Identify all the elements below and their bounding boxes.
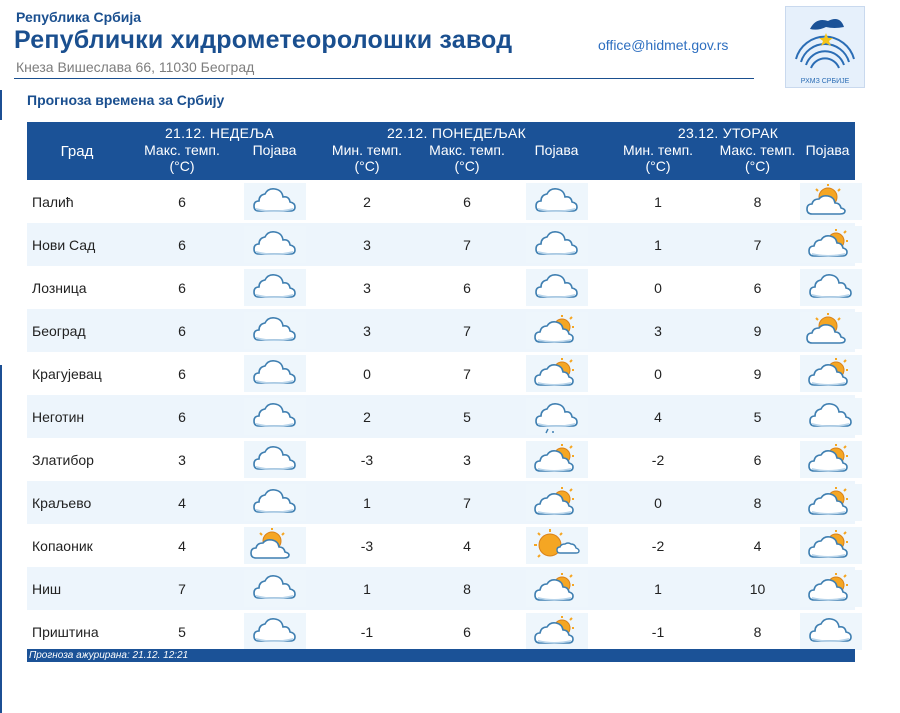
cloud-icon xyxy=(244,269,306,306)
day3-min-cell: 0 xyxy=(601,481,715,524)
sunny-icon xyxy=(526,527,588,564)
cloud-icon xyxy=(800,398,862,435)
day1-max-cell: 6 xyxy=(127,395,237,438)
left-border-line xyxy=(0,365,2,713)
day1-icon-cell xyxy=(237,223,312,266)
day3-min-cell: 0 xyxy=(601,352,715,395)
day1-icon-cell xyxy=(237,481,312,524)
svg-text:РХМЗ СРБИЈЕ: РХМЗ СРБИЈЕ xyxy=(800,78,850,85)
sun-behind-cloud-icon xyxy=(800,312,862,349)
day1-icon-cell xyxy=(237,180,312,223)
day3-max-cell: 8 xyxy=(715,180,800,223)
day2-icon-cell xyxy=(512,481,601,524)
day1-max-cell: 4 xyxy=(127,481,237,524)
city-cell: Златибор xyxy=(27,438,127,481)
day3-max-cell: 8 xyxy=(715,610,800,653)
day2-min-cell: -3 xyxy=(312,524,422,567)
day1-icon-cell xyxy=(237,524,312,567)
day1-max-cell: 5 xyxy=(127,610,237,653)
day3-max-cell: 9 xyxy=(715,309,800,352)
day1-max-cell: 7 xyxy=(127,567,237,610)
day2-max-cell: 7 xyxy=(422,223,512,266)
cloud-icon xyxy=(244,484,306,521)
day3-min-cell: 1 xyxy=(601,180,715,223)
day3-min-cell: 1 xyxy=(601,223,715,266)
city-header-spacer xyxy=(27,122,127,142)
cloud-icon xyxy=(800,269,862,306)
page-subtitle: Прогноза времена за Србију xyxy=(27,92,225,108)
sun-behind-cloud-icon xyxy=(800,183,862,220)
day2-phenomenon-header: Појава xyxy=(512,142,601,180)
day1-max-cell: 6 xyxy=(127,180,237,223)
day2-icon-cell xyxy=(512,223,601,266)
day2-icon-cell xyxy=(512,395,601,438)
city-cell: Копаоник xyxy=(27,524,127,567)
institute-title[interactable]: Републички хидрометеоролошки завод xyxy=(14,26,513,54)
rhmz-logo[interactable] xyxy=(785,6,865,88)
day3-min-cell: 3 xyxy=(601,309,715,352)
forecast-row xyxy=(27,266,855,309)
cloud-icon xyxy=(526,269,588,306)
header-divider xyxy=(14,78,754,79)
partly-cloudy-icon xyxy=(800,355,862,392)
day2-min-cell: 1 xyxy=(312,567,422,610)
address-label: Кнеза Вишеслава 66, 11030 Београд xyxy=(16,59,255,75)
day3-max-cell: 7 xyxy=(715,223,800,266)
cloud-icon xyxy=(244,398,306,435)
day2-max-cell: 6 xyxy=(422,610,512,653)
day1-max-cell: 6 xyxy=(127,309,237,352)
partly-cloudy-icon xyxy=(526,613,588,650)
day1-max-header: Макс. темп. (°C) xyxy=(127,142,237,180)
day3-min-cell: 4 xyxy=(601,395,715,438)
day2-icon-cell xyxy=(512,438,601,481)
cloud-icon xyxy=(526,226,588,263)
day2-min-header: Мин. темп. (°C) xyxy=(312,142,422,180)
day2-icon-cell xyxy=(512,524,601,567)
partly-cloudy-icon xyxy=(526,570,588,607)
day2-max-cell: 3 xyxy=(422,438,512,481)
day1-max-cell: 6 xyxy=(127,266,237,309)
day3-max-cell: 10 xyxy=(715,567,800,610)
day1-header: 21.12. НЕДЕЉА xyxy=(127,122,312,142)
city-cell: Лозница xyxy=(27,266,127,309)
day3-icon-cell xyxy=(800,567,855,610)
day1-phenomenon-header: Појава xyxy=(237,142,312,180)
sun-behind-cloud-icon xyxy=(244,527,306,564)
city-cell: Палић xyxy=(27,180,127,223)
cloud-icon xyxy=(244,355,306,392)
day2-min-cell: -1 xyxy=(312,610,422,653)
forecast-row xyxy=(27,567,855,610)
day2-header: 22.12. ПОНЕДЕЉАК xyxy=(312,122,601,142)
city-column-header: Град xyxy=(27,142,127,180)
day3-icon-cell xyxy=(800,438,855,481)
day2-icon-cell xyxy=(512,266,601,309)
day3-icon-cell xyxy=(800,266,855,309)
day1-max-cell: 6 xyxy=(127,352,237,395)
forecast-row xyxy=(27,438,855,481)
cloud-drizzle-icon xyxy=(526,398,588,435)
city-cell: Крагујевац xyxy=(27,352,127,395)
day3-min-header: Мин. темп. (°C) xyxy=(601,142,715,180)
day2-min-cell: -3 xyxy=(312,438,422,481)
day2-min-cell: 3 xyxy=(312,266,422,309)
forecast-row xyxy=(27,309,855,352)
cloud-icon xyxy=(244,441,306,478)
day3-icon-cell xyxy=(800,352,855,395)
day2-icon-cell xyxy=(512,180,601,223)
day3-icon-cell xyxy=(800,481,855,524)
partly-cloudy-icon xyxy=(800,441,862,478)
forecast-body xyxy=(27,180,855,653)
day2-min-cell: 2 xyxy=(312,395,422,438)
city-cell: Ниш xyxy=(27,567,127,610)
day1-icon-cell xyxy=(237,266,312,309)
cloud-icon xyxy=(244,312,306,349)
partly-cloudy-icon xyxy=(800,527,862,564)
day2-max-cell: 8 xyxy=(422,567,512,610)
day3-max-cell: 9 xyxy=(715,352,800,395)
cloud-icon xyxy=(526,183,588,220)
day2-min-cell: 3 xyxy=(312,223,422,266)
day1-icon-cell xyxy=(237,352,312,395)
day3-max-cell: 8 xyxy=(715,481,800,524)
email-link[interactable]: office@hidmet.gov.rs xyxy=(598,37,729,53)
day3-max-cell: 6 xyxy=(715,266,800,309)
day2-min-cell: 1 xyxy=(312,481,422,524)
day2-min-cell: 2 xyxy=(312,180,422,223)
day2-max-cell: 4 xyxy=(422,524,512,567)
republic-label: Република Србија xyxy=(16,9,142,25)
day3-min-cell: 1 xyxy=(601,567,715,610)
day3-min-cell: -1 xyxy=(601,610,715,653)
day1-icon-cell xyxy=(237,438,312,481)
day2-icon-cell xyxy=(512,352,601,395)
day3-max-header: Макс. темп. (°C) xyxy=(715,142,800,180)
partly-cloudy-icon xyxy=(800,484,862,521)
day1-icon-cell xyxy=(237,395,312,438)
cloud-icon xyxy=(244,226,306,263)
city-cell: Нови Сад xyxy=(27,223,127,266)
day3-icon-cell xyxy=(800,223,855,266)
day3-min-cell: -2 xyxy=(601,524,715,567)
forecast-row xyxy=(27,524,855,567)
day2-max-cell: 6 xyxy=(422,266,512,309)
day2-max-cell: 5 xyxy=(422,395,512,438)
day2-min-cell: 3 xyxy=(312,309,422,352)
day1-max-cell: 4 xyxy=(127,524,237,567)
day1-icon-cell xyxy=(237,309,312,352)
day1-max-cell: 6 xyxy=(127,223,237,266)
day3-header: 23.12. УТОРАК xyxy=(601,122,855,142)
day2-max-cell: 7 xyxy=(422,309,512,352)
city-cell: Београд xyxy=(27,309,127,352)
day2-min-cell: 0 xyxy=(312,352,422,395)
partly-cloudy-icon xyxy=(526,312,588,349)
day3-icon-cell xyxy=(800,180,855,223)
day3-max-cell: 4 xyxy=(715,524,800,567)
cloud-icon xyxy=(244,570,306,607)
day2-max-cell: 7 xyxy=(422,481,512,524)
forecast-row xyxy=(27,395,855,438)
forecast-row xyxy=(27,481,855,524)
update-label: Прогноза ажурирана: 21.12. 12:21 xyxy=(29,650,189,661)
day3-min-cell: 0 xyxy=(601,266,715,309)
day2-max-cell: 7 xyxy=(422,352,512,395)
day3-icon-cell xyxy=(800,610,855,653)
day2-icon-cell xyxy=(512,610,601,653)
day1-icon-cell xyxy=(237,610,312,653)
forecast-row xyxy=(27,223,855,266)
forecast-row xyxy=(27,610,855,653)
partly-cloudy-icon xyxy=(526,441,588,478)
day3-phenomenon-header: Појава xyxy=(800,142,855,180)
partly-cloudy-icon xyxy=(526,355,588,392)
day3-max-cell: 5 xyxy=(715,395,800,438)
site-header xyxy=(0,0,900,90)
forecast-row xyxy=(27,352,855,395)
day1-icon-cell xyxy=(237,567,312,610)
cloud-icon xyxy=(800,613,862,650)
forecast-update-bar xyxy=(27,649,855,662)
forecast-row xyxy=(27,180,855,223)
day1-max-cell: 3 xyxy=(127,438,237,481)
day2-icon-cell xyxy=(512,567,601,610)
forecast-table xyxy=(27,122,855,653)
city-cell: Неготин xyxy=(27,395,127,438)
left-border-line xyxy=(0,90,2,120)
day3-icon-cell xyxy=(800,309,855,352)
city-cell: Краљево xyxy=(27,481,127,524)
day2-max-header: Макс. темп. (°C) xyxy=(422,142,512,180)
partly-cloudy-icon xyxy=(526,484,588,521)
cloud-icon xyxy=(244,613,306,650)
city-cell: Приштина xyxy=(27,610,127,653)
day2-max-cell: 6 xyxy=(422,180,512,223)
day3-min-cell: -2 xyxy=(601,438,715,481)
partly-cloudy-icon xyxy=(800,226,862,263)
cloud-icon xyxy=(244,183,306,220)
day2-icon-cell xyxy=(512,309,601,352)
rhmz-logo-icon xyxy=(786,7,864,87)
partly-cloudy-icon xyxy=(800,570,862,607)
day3-icon-cell xyxy=(800,524,855,567)
day3-icon-cell xyxy=(800,395,855,438)
day3-max-cell: 6 xyxy=(715,438,800,481)
